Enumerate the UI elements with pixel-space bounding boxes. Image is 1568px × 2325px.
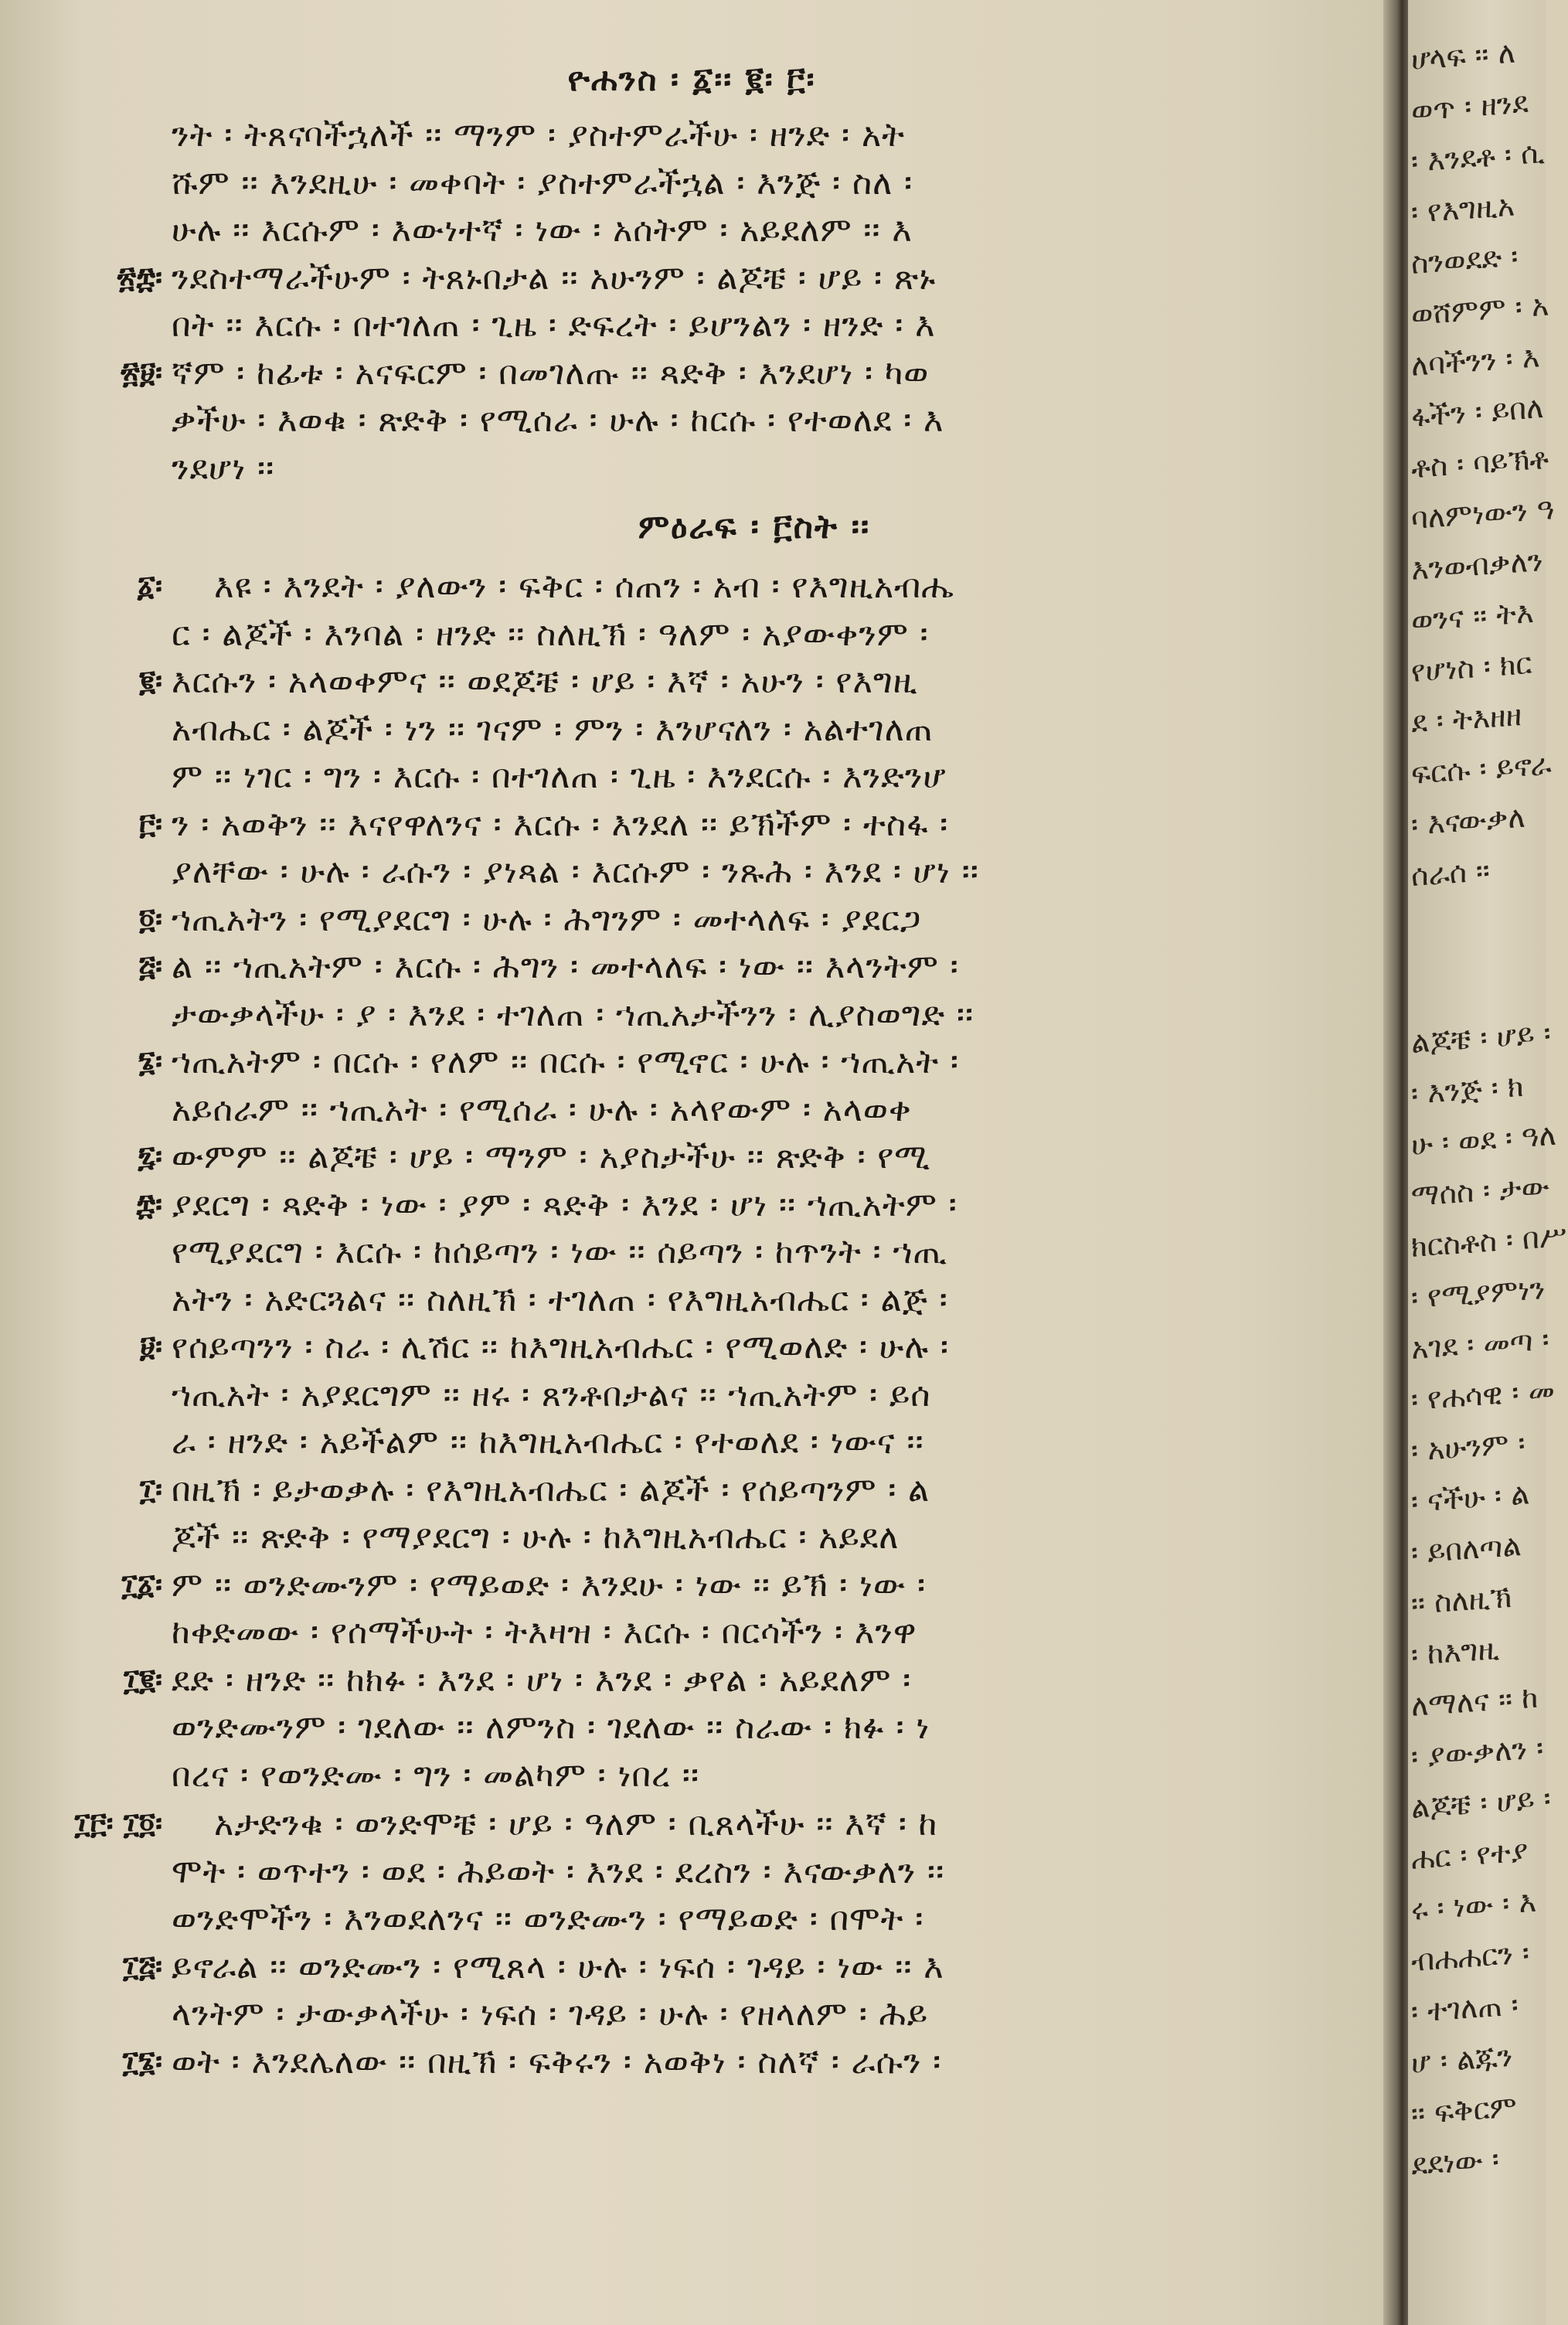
text-line: ያለቸው ፡ ሁሉ ፡ ራሱን ፡ ያነጻል ፡ እርሱም ፡ ንጹሕ ፡ እንደ ፡ ሆነ ፡፡ <box>172 853 979 892</box>
facing-page-fragment: ደ ፡ ትእዘዘ <box>1410 698 1523 740</box>
text-line: ውምም ፡፡ ልጆቼ ፡ ሆይ ፡ ማንም ፡ አያስታችሁ ፡፡ ጽድቅ ፡ የሚ <box>172 1138 931 1177</box>
facing-page-fragment: ቶስ ፡ ባይኽቶ <box>1410 441 1550 485</box>
text-line: ኀጢአትን ፡ የሚያደርግ ፡ ሁሉ ፡ ሕግንም ፡ መተላለፍ ፡ ያደርጋ <box>172 900 922 939</box>
facing-page-fragment: ወጥ ፡ ዘንደ <box>1410 85 1529 128</box>
facing-page-fragment: ሩ ፡ ነው ፡ እ <box>1410 1884 1538 1927</box>
facing-page-fragment: ፡ ተገለጠ ፡ <box>1410 1987 1520 2029</box>
text-line: የሰይጣንን ፡ ስራ ፡ ሊሽር ፡፡ ከእግዚአብሔር ፡ የሚወለድ ፡ ሁሉ ፡ <box>172 1328 949 1367</box>
facing-page-fragment: ፡ አሁንም ፡ <box>1410 1425 1526 1468</box>
text-line: በረና ፡ የወንድሙ ፡ ግን ፡ መልካም ፡ ነበረ ፡፡ <box>172 1755 700 1795</box>
text-line: የሚያደርግ ፡ እርሱ ፡ ከሰይጣን ፡ ነው ፡፡ ሰይጣን ፡ ከጥንት ፡ ኀጢ <box>172 1233 948 1272</box>
facing-page-fragment: ፡ ያውቃለን ፡ <box>1410 1731 1545 1774</box>
text-line: አትን ፡ አድርጓልና ፡፡ ስለዚኽ ፡ ተገለጠ ፡ የእግዚአብሔር ፡ ልጅ ፡ <box>172 1280 948 1319</box>
facing-page-fragment: ልጆቼ ፡ ሆይ ፡ <box>1410 1016 1553 1060</box>
text-line: ኀጢአትም ፡ በርሱ ፡ የለም ፡፡ በርሱ ፡ የሚኖር ፡ ሁሉ ፡ ኀጢአት ፡ <box>172 1043 960 1082</box>
text-line: በዚኽ ፡ ይታወቃሉ ፡ የእግዚአብሔር ፡ ልጆች ፡ የሰይጣንም ፡ ል <box>172 1470 930 1510</box>
verse-number: ፱፡ <box>139 1329 162 1364</box>
verse-number: ፭፡ <box>138 948 162 984</box>
text-line: ኀጢአት ፡ አያደርግም ፡፡ ዘሩ ፡ ጸንቶበታልና ፡፡ ኀጢአትም ፡ ይሰ <box>172 1375 931 1414</box>
text-line: ል ፡፡ ኀጢአትም ፡ እርሱ ፡ ሕግን ፡ መተላለፍ ፡ ነው ፡፡ እላንትም ፡ <box>172 948 959 987</box>
facing-page-fragment: ፡ የእግዚአ <box>1410 188 1516 230</box>
verse-number: ፲፡ <box>139 1471 162 1506</box>
facing-page-fragment: ፡ የሐሳዊ ፡ መ <box>1410 1373 1556 1417</box>
text-line: ላንትም ፡ ታውቃላችሁ ፡ ነፍሰ ፡ ገዳይ ፡ ሁሉ ፡ የዘላለም ፡ ሕይ <box>172 1995 929 2034</box>
text-line: ጆች ፡፡ ጽድቅ ፡ የማያደርግ ፡ ሁሉ ፡ ከእግዚአብሔር ፡ አይደለ <box>172 1518 900 1557</box>
facing-page-fragment: ማሰስ ፡ ታው <box>1410 1169 1551 1213</box>
facing-page-fragment: የሆነስ ፡ ክር <box>1410 646 1533 689</box>
text-line: ሞት ፡ ወጥተን ፡ ወደ ፡ ሕይወት ፡ እንደ ፡ ደረስን ፡ እናውቃለን ፡፡ <box>172 1852 945 1891</box>
text-line: ታውቃላችሁ ፡ ያ ፡ እንደ ፡ ተገለጠ ፡ ኀጢአታችንን ፡ ሊያስወግድ ፡፡ <box>172 995 974 1034</box>
facing-page-fragment: ፡ እንጅ ፡ ክ <box>1410 1068 1525 1111</box>
verse-number: ፩፡ <box>137 568 162 604</box>
text-line: ወንድሙንም ፡ ገደለው ፡፡ ለምንስ ፡ ገደለው ፡፡ ስራው ፡ ክፉ ፡ ነ <box>172 1708 930 1748</box>
facing-page-fragment: ሰራሰ ፡፡ <box>1410 853 1491 893</box>
verse-number-column <box>0 0 162 2325</box>
chapter-heading: ምዕራፍ ፡ ፫ስት ፡፡ <box>638 508 871 546</box>
verse-number: ፲፮፡ <box>122 2043 162 2078</box>
text-line: ም ፡፡ ወንድሙንም ፡ የማይወድ ፡ እንደሁ ፡ ነው ፡፡ ይኽ ፡ ነው ፡ <box>172 1565 927 1605</box>
facing-page-fragment: ፡ እናውቃለ <box>1410 799 1526 842</box>
text-line: ወንድሞችን ፡ እንወደለንና ፡፡ ወንድሙን ፡ የማይወድ ፡ በሞት ፡ <box>172 1900 924 1939</box>
text-line: ደድ ፡ ዘንድ ፡፡ ከክፉ ፡ እንደ ፡ ሆነ ፡ እንደ ፡ ቃየል ፡ አይደለም ፡ <box>172 1660 912 1700</box>
text-line: ም ፡፡ ነገር ፡ ግን ፡ እርሱ ፡ በተገለጠ ፡ ጊዜ ፡ እንደርሱ ፡ እንድንሆ <box>172 757 947 797</box>
text-line: ራ ፡ ዘንድ ፡ አይችልም ፡፡ ከእግዚአብሔር ፡ የተወለደ ፡ ነውና ፡፡ <box>172 1423 924 1462</box>
facing-page-fragment: ሐር ፡ የተያ <box>1410 1833 1529 1876</box>
verse-number: ፳፰፡ <box>117 259 162 294</box>
verse-number: ፳፱፡ <box>121 354 162 390</box>
facing-page-fragment: ወንና ፡፡ ትእ <box>1410 594 1535 638</box>
text-line: በት ፡፡ እርሱ ፡ በተገለጠ ፡ ጊዜ ፡ ድፍረት ፡ ይሆንልን ፡ ዘንድ ፡ እ <box>172 306 936 345</box>
facing-page-fragment: ፡ ይበለጣል <box>1410 1528 1522 1570</box>
text-line: እርሱን ፡ አላወቀምና ፡፡ ወደጆቼ ፡ ሆይ ፡ እኛ ፡ አሁን ፡ የእግዚ <box>172 662 918 702</box>
facing-page-fragment: ለማለና ፡፡ ከ <box>1410 1680 1539 1723</box>
text-line: ቃችሁ ፡ እወቁ ፡ ጽድቅ ፡ የሚሰራ ፡ ሁሉ ፡ ከርሱ ፡ የተወለደ ፡ እ <box>172 401 944 440</box>
facing-page-fragment: ፡ እንደቶ ፡ ሲ <box>1410 135 1546 179</box>
text-line: ያደርግ ፡ ጻድቅ ፡ ነው ፡ ያም ፡ ጻድቅ ፡ እንደ ፡ ሆነ ፡፡ ኀጢአትም ፡ <box>172 1185 957 1224</box>
facing-page-fragment: ብሐሐርን ፡ <box>1410 1935 1531 1978</box>
facing-page-fragment: ስንወደድ ፡ <box>1410 239 1519 281</box>
text-line: እዩ ፡ እንደት ፡ ያለውን ፡ ፍቅር ፡ ሰጠን ፡ አብ ፡ የእግዚአብሔ <box>214 567 955 607</box>
facing-page-fragment: ሆላፍ ፡፡ ለ <box>1410 35 1517 77</box>
verse-number: ፫፡ <box>139 805 162 841</box>
facing-page-fragment: ፡ ከእግዚ <box>1410 1632 1501 1672</box>
verse-number: ፪፡ <box>139 663 162 699</box>
facing-page-fragment: ፍርሱ ፡ ይኖራ <box>1410 747 1553 791</box>
text-line: ከቀድመው ፡ የሰማችሁት ፡ ትእዛዝ ፡ እርሱ ፡ በርሳችን ፡ እንዋ <box>172 1613 917 1653</box>
facing-page-fragment: ወሸምም ፡ አ <box>1410 288 1550 332</box>
text-line: ይኖራል ፡፡ ወንድሙን ፡ የሚጸላ ፡ ሁሉ ፡ ነፍሰ ፡ ገዳይ ፡ ነው ፡፡ እ <box>172 1947 944 1986</box>
verse-number: ፲፭፡ <box>123 1948 162 1983</box>
facing-page-fragment: ፋችን ፡ ይበለ <box>1410 390 1545 434</box>
facing-page-fragment: እንወብቃለን <box>1410 543 1544 587</box>
facing-page-fragment: ፡፡ ስለዚኽ <box>1410 1579 1513 1621</box>
text-line: አብሔር ፡ ልጆች ፡ ነን ፡፡ ገናም ፡ ምን ፡ እንሆናለን ፡ አልተገለጠ <box>172 710 934 749</box>
text-line: ወት ፡ እንደሌለው ፡፡ በዚኽ ፡ ፍቅሩን ፡ አወቅነ ፡ ስለኛ ፡ ራሱን ፡ <box>172 2042 942 2082</box>
verse-number: ፯፡ <box>138 1139 162 1174</box>
text-line: ንት ፡ ትጸናባችኋለች ፡፡ ማንም ፡ ያስተምራችሁ ፡ ዘንድ ፡ አት <box>172 116 906 155</box>
facing-page-fragment: ባለምነውን ዓ <box>1410 492 1556 536</box>
facing-page-fragment: ሁ ፡ ወደ ፡ ዓለ <box>1410 1117 1558 1162</box>
verse-number: ፲፫፡ ፲፬፡ <box>74 1806 162 1841</box>
facing-page-fragment: ፡ የሚያምነን <box>1410 1271 1546 1315</box>
text-line: ሁሉ ፡፡ እርሱም ፡ እውነተኛ ፡ ነው ፡ አሰትም ፡ አይደለም ፡፡ እ <box>172 211 913 250</box>
book-page-right-partial <box>1408 0 1568 2325</box>
facing-page-fragment: ልጆቼ ፡ ሆይ ፡ <box>1410 1781 1553 1825</box>
verse-number: ፰፡ <box>136 1186 162 1221</box>
text-line: ኛም ፡ ከፊቱ ፡ አናፍርም ፡ በመገለጡ ፡፡ ጻድቅ ፡ እንደሆነ ፡ ካወ <box>172 353 930 393</box>
text-line: አይሰራም ፡፡ ኀጢአት ፡ የሚሰራ ፡ ሁሉ ፡ አላየውም ፡ አላወቀ <box>172 1090 912 1129</box>
verse-number: ፲፩፡ <box>121 1566 162 1602</box>
running-head: ዮሐንስ ፡ ፩፡፡ ፪፡ ፫፡ <box>567 60 816 98</box>
verse-number: ፬፡ <box>139 900 162 936</box>
text-line: ን ፡ አወቅን ፡፡ እናየዋለንና ፡ እርሱ ፡ እንደለ ፡፡ ይኽችም ፡ ተስፋ ፡ <box>172 805 949 844</box>
text-line: አታድንቁ ፡ ወንድሞቼ ፡ ሆይ ፡ ዓለም ፡ ቢጸላችሁ ፡፡ እኛ ፡ ከ <box>214 1805 938 1844</box>
facing-page-fragment: ፡፡ ፍቅርም <box>1410 2089 1519 2131</box>
facing-page-fragment: ለባችንን ፡ እ <box>1410 339 1541 383</box>
facing-page-fragment: ደደነው ፡ <box>1410 2142 1501 2182</box>
text-line: ንደስተማራችሁም ፡ ትጸኑበታል ፡፡ አሁንም ፡ ልጆቼ ፡ ሆይ ፡ ጽኑ <box>172 258 937 298</box>
verse-number: ፲፪፡ <box>124 1661 162 1697</box>
facing-page-fragment: ፡ ናችሁ ፡ ል <box>1410 1476 1531 1519</box>
facing-page-fragment: አገደ ፡ መጣ ፡ <box>1410 1322 1551 1366</box>
text-line: ንደሆነ ፡፡ <box>172 448 275 488</box>
facing-page-fragment: ሆ ፡ ልጁን <box>1410 2038 1514 2080</box>
text-line: ር ፡ ልጆች ፡ እንባል ፡ ዘንድ ፡፡ ስለዚኽ ፡ ዓለም ፡ አያውቀንም ፡ <box>172 614 929 654</box>
text-line: ሹም ፡፡ እንደዚሁ ፡ መቀባት ፡ ያስተምራችኋል ፡ እንጅ ፡ ስለ ፡ <box>172 163 913 203</box>
facing-page-fragment: ክርስቶስ ፡ በሥ <box>1410 1218 1568 1264</box>
verse-number: ፮፡ <box>138 1043 162 1079</box>
